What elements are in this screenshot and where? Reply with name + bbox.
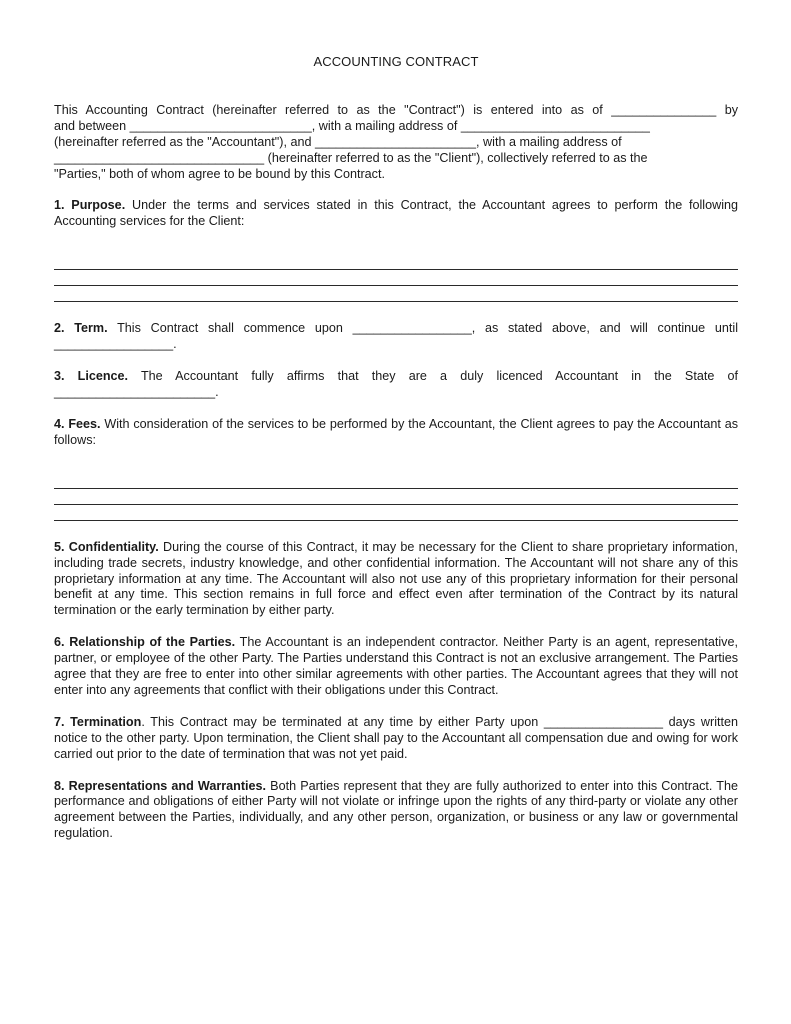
section-relationship: [54, 635, 738, 699]
section-term: [54, 321, 738, 353]
section-purpose-text: Under the terms and services stated in this Contract, the Accountant agrees to perform the following Accounting services for the Client:: [54, 198, 739, 229]
section-licence-text: The Accountant fully affirms that they are a duly licenced Accountant in the State of _______________________.: [54, 369, 738, 399]
section-representations-heading: 8. Representations and Warranties.: [54, 778, 267, 793]
section-relationship-text: The Accountant is an independent contractor. Neither Party is an agent, representative, partner, or employee of the other Party. The Parties understand this Contract is not an exclusive arrangement. The Parties agree that they are free to enter into other similar agreements with other parties. The Accountant agrees that they will not enter into any agreements that conflict with their obligations under this Contract.: [54, 635, 738, 697]
section-confidentiality: [54, 540, 738, 620]
section-purpose: [54, 198, 738, 230]
blank-line: [54, 505, 738, 521]
section-representations: [54, 779, 738, 843]
document-title: ACCOUNTING CONTRACT: [313, 54, 479, 69]
section-termination-heading: 7. Termination: [54, 714, 142, 729]
intro-paragraph: [54, 103, 738, 183]
section-confidentiality-heading: 5. Confidentiality.: [54, 539, 159, 554]
section-confidentiality-text: During the course of this Contract, it may be necessary for the Client to share proprietary information, including trade secrets, industry knowledge, and other confidential information. The Accountant will not share any of this proprietary information at any time. The Accountant will also not use any of this proprietary information for their personal benefit at any time. This section remains in full force and effect even after termination of the Contract by its natural termination or the early termination by either party.: [54, 539, 738, 618]
blank-line: [54, 465, 738, 489]
blank-line: [54, 489, 738, 505]
section-fees: [54, 417, 738, 449]
intro-line-3: (hereinafter referred as the "Accountant"), and _______________________, with a mailing address of: [54, 134, 622, 149]
section-purpose-heading: 1. Purpose.: [54, 198, 126, 213]
fees-blank-lines: [54, 465, 738, 521]
section-fees-heading: 4. Fees.: [54, 416, 101, 431]
section-fees-text: With consideration of the services to be performed by the Accountant, the Client agrees to pay the Accountant as follows:: [54, 416, 738, 447]
section-representations-text: Both Parties represent that they are fully authorized to enter into this Contract. The performance and obligations of either Party will not violate or infringe upon the rights of any third-party or violate any other agreement between the Parties, individually, and any other person, organization, or business or any law or governmental regulation.: [54, 778, 738, 841]
intro-line-2: and between __________________________, with a mailing address of ___________________________: [54, 118, 650, 133]
section-relationship-heading: 6. Relationship of the Parties.: [54, 635, 236, 650]
intro-line-4: ______________________________ (hereinafter referred to as the "Client"), collectively referred to as the: [54, 150, 648, 165]
intro-line-5: "Parties," both of whom agree to be bound by this Contract.: [54, 166, 385, 181]
purpose-blank-lines: [54, 246, 738, 302]
section-term-text: This Contract shall commence upon _________________, as stated above, and will continue until _________________.: [54, 321, 739, 352]
blank-line: [54, 286, 738, 302]
intro-line-1: This Accounting Contract (hereinafter referred to as the "Contract") is entered into as of _______________ by: [54, 102, 738, 117]
section-term-heading: 2. Term.: [54, 321, 108, 336]
section-termination: [54, 715, 738, 763]
section-termination-text: . This Contract may be terminated at any time by either Party upon _________________ days written notice to the other party. Upon termination, the Client shall pay to the Accountant all compensation due and owing for work carried out prior to the date of termination that was not yet paid.: [54, 714, 738, 761]
section-licence-heading: 3. Licence.: [54, 369, 129, 384]
section-licence: [54, 369, 738, 401]
blank-line: [54, 270, 738, 286]
blank-line: [54, 246, 738, 270]
